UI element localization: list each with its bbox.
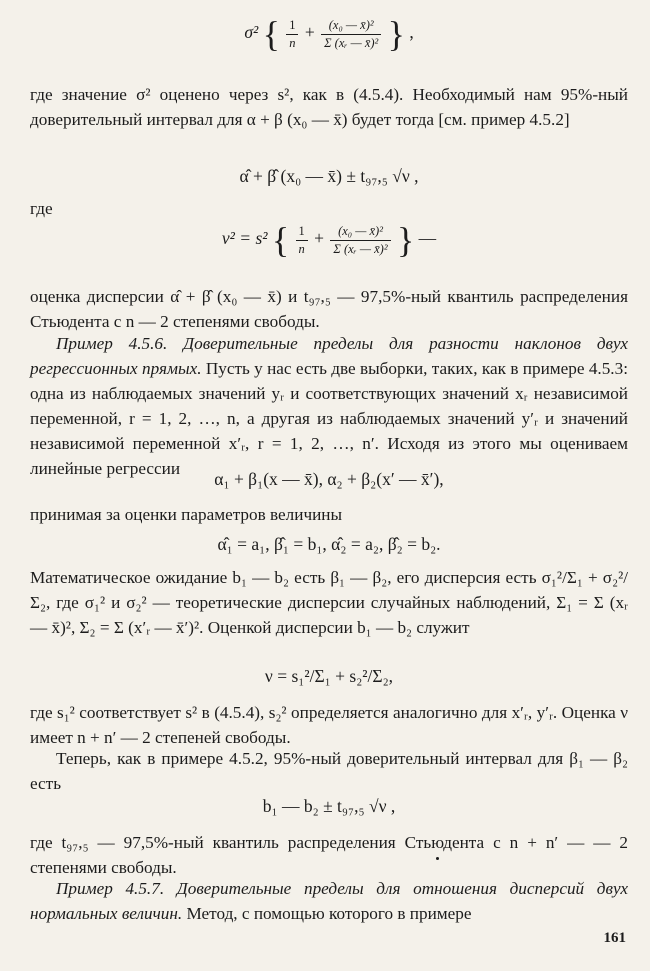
formula-variance-lhs: σ² xyxy=(244,22,259,43)
paragraph-parameter-estimates: принимая за оценки параметров величины xyxy=(30,505,343,524)
page-number: 161 xyxy=(603,930,626,946)
formula-slope-difference-interval: b₁ — b₂ ± t₉₇,₅ √ν , xyxy=(262,796,396,816)
formula-nu-squared: ν² = s² { $\frac{1}{n}$ + $\frac{\text{(x₀ — x̄)²}}{\text{Σ (xᵣ — x̄)²}}$ } — xyxy=(221,220,437,260)
formula-nu: ν = s₁²/Σ₁ + s₂²/Σ₂, xyxy=(264,666,394,686)
paragraph-student-quantile: где t₉₇,₅ — 97,5%-ный квантиль распределения Стьюдента с n + n′ — — 2 степенями свободы. xyxy=(30,833,628,877)
paragraph-example-457 xyxy=(30,876,628,926)
stray-dot xyxy=(436,857,439,860)
formula-confidence-interval: α̂ + β̂ (x₀ — x̄) ± t₉₇,₅ √ν , xyxy=(239,166,419,186)
example-457-body: Метод, с помощью которого в примере xyxy=(182,904,472,923)
fraction-x0-deviation: $\frac{\text{(x₀ — x̄)²}}{\text{Σ (xᵣ — x̄)²}}$ xyxy=(321,18,381,51)
fraction-one-over-n-2: $\frac{1}{n}$ xyxy=(296,224,308,257)
example-457-title: Пример 4.5.7. Доверительные пределы для отношения дисперсий двух нормальных величин. xyxy=(30,879,628,923)
example-456-body: Пусть у нас есть две выборки, таких, как в примере 4.5.3: одна из наблюдаемых значений yᵣ и соответствующих значений xᵣ независимой переменной, r = 1, 2, …, n, а другая из наблюдаемых значений y′ᵣ и значений независимой переменной x′ᵣ, r = 1, 2, …, n′. Исходя из этого мы оцениваем линейные регрессии xyxy=(30,359,628,478)
fraction-x0-deviation-2: $\frac{\text{(x₀ — x̄)²}}{\text{Σ (xᵣ — x̄)²}}$ xyxy=(330,224,390,257)
paragraph-variance-estimate: оценка дисперсии α̂ + β̂ (x₀ — x̄) и t₉₇,₅ — 97,5%-ный квантиль распределения Стьюдента с n — 2 степенями свободы. xyxy=(30,287,628,331)
example-456-title: Пример 4.5.6. Доверительные пределы для разности наклонов двух регрессионных прямых. xyxy=(30,334,628,378)
fraction-one-over-n: $\frac{1}{n}$ xyxy=(286,18,298,51)
paragraph-intro: где значение σ² оценено через s², как в (4.5.4). Необходимый нам 95%-ный доверительный интервал для α + β (x₀ — x̄) будет тогда [см. пример 4.5.2] xyxy=(30,85,628,129)
paragraph-expectation: Математическое ожидание b₁ — b₂ есть β₁ — β₂, его дисперсия есть σ₁²/Σ₁ + σ₂²/Σ₂, где σ₁² и σ₂² — теоретические дисперсии случайных наблюдений, Σ₁ = Σ (xᵣ — x̄)², Σ₂ = Σ (x′ᵣ — x̄′)². Оценкой дисперсии b₁ — b₂ служит xyxy=(30,568,628,637)
formula-estimates: α̂₁ = a₁, β̂₁ = b₁, α̂₂ = a₂, β̂₂ = b₂. xyxy=(217,534,441,554)
formula-linear-regressions: α₁ + β₁(x — x̄), α₂ + β₂(x′ — x̄′), xyxy=(214,469,444,489)
formula-nu-lhs: ν² = s² xyxy=(221,228,268,249)
paragraph-example-456 xyxy=(30,331,628,481)
formula-variance: σ² { $\frac{1}{n}$ + $\frac{\text{(x₀ — x̄)²}}{\text{Σ (xᵣ — x̄)²}}$ } , xyxy=(244,14,414,54)
paragraph-now: Теперь, как в примере 4.5.2, 95%-ный доверительный интервал для β₁ — β₂ есть xyxy=(30,749,628,793)
paragraph-where: где xyxy=(30,199,53,218)
paragraph-s1-s2: где s₁² соответствует s² в (4.5.4), s₂² определяется аналогично для x′ᵣ, y′ᵣ. Оценка ν имеет n + n′ — 2 степеней свободы. xyxy=(30,703,628,747)
